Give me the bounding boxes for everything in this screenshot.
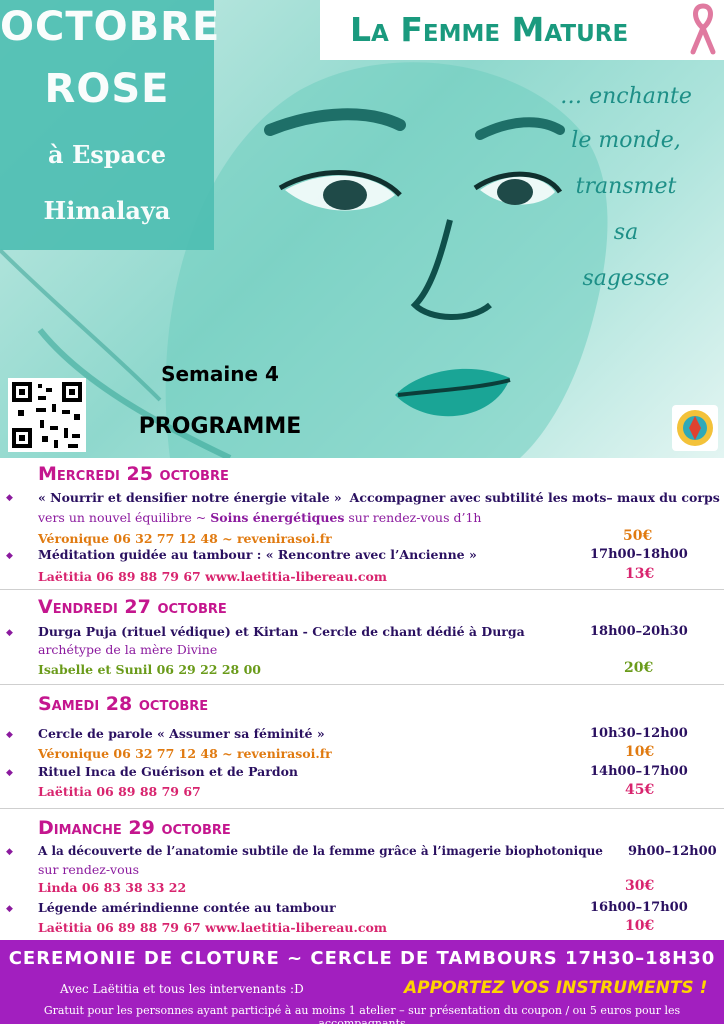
event-price: 50€ (623, 528, 653, 544)
divider (0, 589, 724, 590)
event-title: Durga Puja (rituel védique) et Kirtan - Cercle de chant dédié à Durga (38, 624, 525, 639)
bullet-icon: ◆ (6, 768, 13, 778)
divider (0, 808, 724, 809)
event-title: Légende amérindienne contée au tambour (38, 900, 336, 915)
bullet-icon: ◆ (6, 551, 13, 561)
event-desc-bold: Soins énergétiques (210, 510, 345, 525)
tagline-line1: … enchante (560, 84, 692, 109)
event-price: 10€ (625, 918, 655, 934)
divider (0, 684, 724, 685)
tagline-line5: sagesse (582, 266, 670, 291)
hero-illustration (0, 0, 724, 458)
event-title: « Nourrir et densifier notre énergie vitale » (38, 490, 342, 505)
event-time: 18h00–20h30 (590, 624, 688, 639)
event-price: 10€ (625, 744, 655, 760)
qr-code[interactable] (8, 378, 86, 452)
event-name-line2: ROSE (44, 66, 170, 112)
event-price: 45€ (625, 782, 655, 798)
tagline-line3: transmet (575, 174, 677, 199)
week-label: Semaine 4 (161, 362, 279, 386)
tagline-line4: sa (613, 220, 639, 245)
main-title-box (320, 0, 724, 60)
venue-line1: à Espace (48, 140, 166, 169)
bullet-icon: ◆ (6, 730, 13, 740)
bullet-icon: ◆ (6, 493, 13, 503)
closing-ceremony: CEREMONIE DE CLOTURE ~ CERCLE DE TAMBOURS 17H30–18H30 (8, 948, 716, 969)
event-desc-end: sur rendez-vous d’1h (344, 510, 482, 525)
event-price: 13€ (625, 566, 655, 582)
day-title-wednesday: Mercredi 25 octobre (38, 463, 229, 485)
event-time: 10h30–12h00 (590, 726, 688, 741)
day-title-sunday: Dimanche 29 octobre (38, 817, 231, 839)
event-price: 30€ (625, 878, 655, 894)
event-contact: Linda 06 83 38 33 22 (38, 880, 187, 895)
event-title: A la découverte de l’anatomie subtile de la femme grâce à l’imagerie biophotonique (38, 844, 603, 858)
event-contact: Isabelle et Sunil 06 29 22 28 00 (38, 662, 261, 677)
day-title-friday: Vendredi 27 octobre (38, 596, 227, 618)
event-contact: Laëtitia 06 89 88 79 67 www.laetitia-libereau.com (38, 920, 388, 935)
event-desc: archétype de la mère Divine (38, 642, 218, 657)
event-desc: vers un nouvel équilibre ~ (38, 510, 211, 525)
venue-line2: Himalaya (43, 196, 171, 225)
pink-ribbon-icon (688, 2, 718, 56)
event-title: Rituel Inca de Guérison et de Pardon (38, 764, 298, 779)
main-title: La Femme Mature (350, 10, 629, 49)
event-time: 14h00–17h00 (590, 764, 688, 779)
event-contact: Véronique 06 32 77 12 48 ~ revenirasoi.fr (38, 531, 332, 546)
event-time: 16h00–17h00 (590, 900, 688, 915)
footer-banner (0, 940, 724, 1030)
event-contact: Laëtitia 06 89 88 79 67 (38, 784, 201, 799)
event-title-box (0, 0, 221, 250)
program-label: PROGRAMME (138, 414, 302, 439)
tagline-line2: le monde, (571, 128, 681, 153)
event-contact: Laëtitia 06 89 88 79 67 www.laetitia-libereau.com (38, 569, 388, 584)
bullet-icon: ◆ (6, 628, 13, 638)
event-subtitle: Accompagner avec subtilité les mots– maux du corps (349, 490, 720, 505)
event-title: Méditation guidée au tambour : « Rencontre avec l’Ancienne » (38, 547, 477, 562)
event-desc: sur rendez-vous (38, 862, 140, 877)
bring-instruments: APPORTEZ VOS INSTRUMENTS ! (404, 978, 708, 998)
event-price: 20€ (624, 660, 654, 676)
event-time: 9h00–12h00 (628, 844, 717, 859)
event-time: 17h00–18h00 (590, 547, 688, 562)
day-title-saturday: Samedi 28 octobre (38, 693, 209, 715)
espace-himalaya-logo (672, 405, 718, 451)
bullet-icon: ◆ (6, 847, 13, 857)
event-contact: Véronique 06 32 77 12 48 ~ revenirasoi.fr (38, 746, 332, 761)
event-title: Cercle de parole « Assumer sa féminité » (38, 726, 325, 741)
footer-with: Avec Laëtitia et tous les intervenants :D (60, 982, 304, 996)
footer-pricing: Gratuit pour les personnes ayant participé à au moins 1 atelier – sur présentation du coupon / ou 5 euros pour les accompagnants (43, 1004, 681, 1030)
event-name-line1: OCTOBRE (0, 4, 221, 50)
bullet-icon: ◆ (6, 904, 13, 914)
